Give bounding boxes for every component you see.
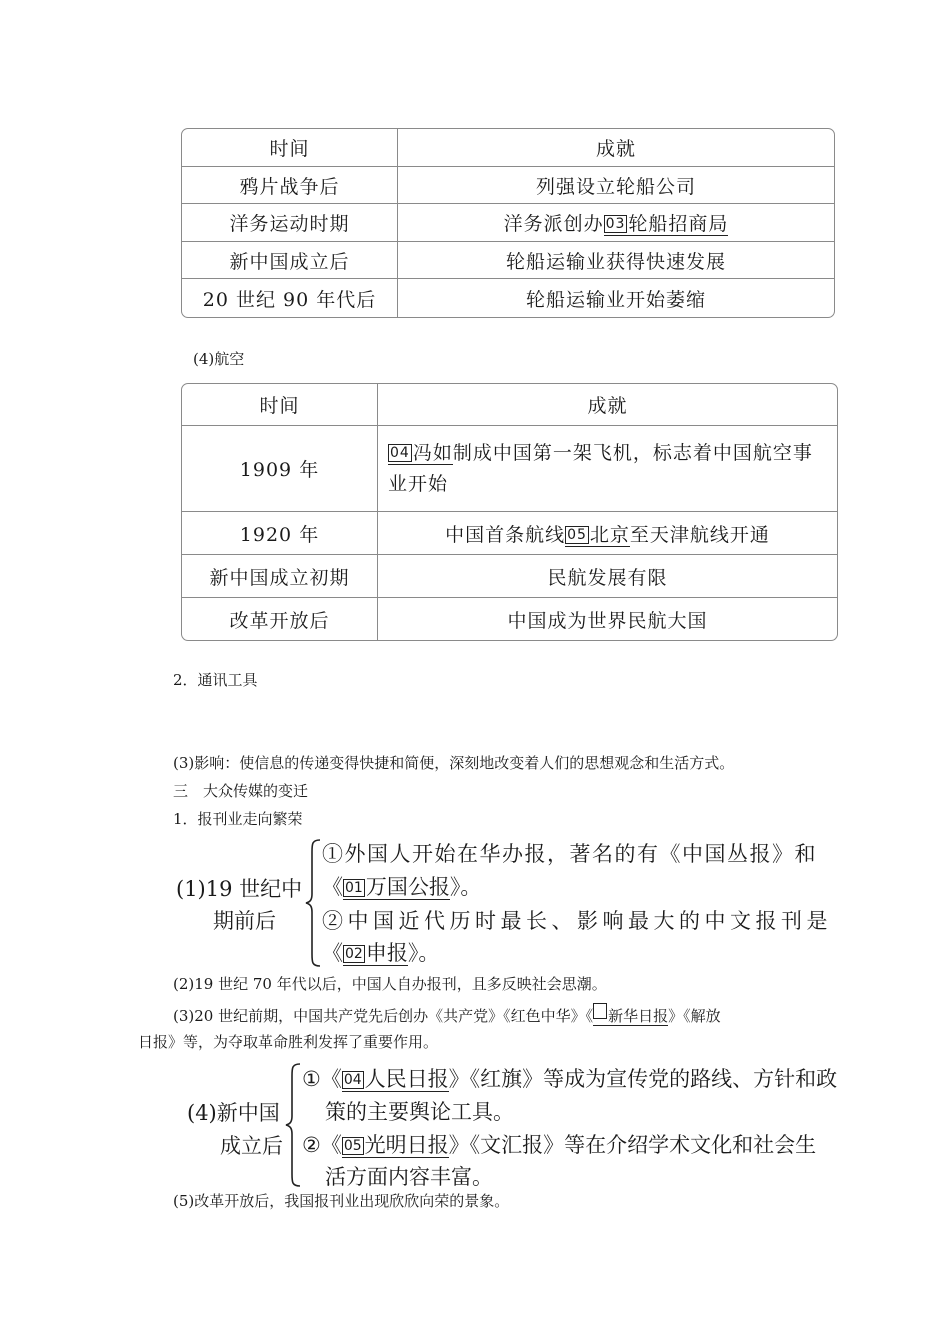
influence-paragraph: (3)影响：使信息的传递变得快捷和简便，深刻地改变着人们的思想观念和生活方式。: [173, 754, 735, 772]
table-cell: 1909 年: [182, 426, 378, 512]
text: 》。: [449, 875, 482, 899]
blank-number: 02: [345, 946, 363, 962]
table-cell: 轮船运输业获得快速发展: [398, 242, 834, 279]
answer-underline: [343, 875, 450, 900]
paragraph-3-cont: 日报》等，为夺取革命胜利发挥了重要作用。: [138, 1033, 439, 1051]
cell-text: 制成中国第一架飞机，标志着中国航空事业开始: [388, 441, 813, 495]
text: (3)20 世纪前期，中国共产党先后创办《共产党》《红色中华》《: [173, 1007, 594, 1025]
cell-text: 洋务派创办: [503, 213, 604, 235]
cell-text: 中国首条航线: [445, 523, 566, 546]
table-header: 时间: [182, 384, 378, 426]
brace2-item1-cont: 策的主要舆论工具。: [325, 1100, 514, 1124]
answer-text: 人民日报: [364, 1067, 449, 1091]
text: ②《: [302, 1133, 342, 1157]
text: 》《解放: [668, 1007, 721, 1025]
answer-text: 申报: [365, 941, 408, 965]
paragraph-2: (2)19 世纪 70 年代以后，中国人自办报刊，且多反映社会思潮。: [173, 975, 607, 993]
blank-number: 04: [343, 1072, 362, 1088]
table-cell: 轮船运输业开始萎缩: [525, 288, 706, 311]
shipping-table: [181, 128, 835, 318]
text: 》。: [407, 941, 440, 965]
table-cell: 列强设立轮船公司: [398, 167, 834, 204]
answer-text: 新华日报: [608, 1007, 669, 1025]
brace1-item1: ①外国人开始在华办报，著名的有《中国丛报》和: [322, 842, 817, 866]
text: 《: [322, 875, 343, 899]
brace2-item1: [302, 1063, 837, 1093]
aviation-heading: (4)航空: [193, 350, 245, 368]
answer-text: 冯如: [412, 441, 453, 464]
table-cell: [378, 426, 837, 512]
table-cell: [378, 512, 837, 555]
brace1-label: 期前后: [213, 909, 276, 933]
answer-text: 北京: [589, 523, 630, 546]
brace1-item2: ②中国近代历时最长、影响最大的中文报刊是: [322, 909, 832, 933]
brace2-label: (4)新中国: [187, 1101, 280, 1125]
blank-number: 05: [567, 526, 587, 543]
answer-underline: [593, 1007, 668, 1026]
answer-underline: [342, 1133, 449, 1158]
answer-text: 光明日报: [364, 1133, 449, 1157]
answer-text: 轮船招商局: [628, 213, 729, 235]
blank-number: 01: [345, 880, 363, 896]
answer-underline: [342, 1067, 449, 1092]
brace2-item2: [302, 1129, 816, 1159]
table-cell: 改革开放后: [182, 598, 378, 640]
table-header: 成就: [398, 129, 834, 167]
table-cell: 民航发展有限: [378, 555, 837, 598]
table-cell: 鸦片战争后: [182, 167, 398, 204]
table-cell: 新中国成立后: [182, 242, 398, 279]
text: 》《红旗》等成为宣传党的路线、方针和政: [448, 1067, 838, 1091]
blank-number: 04: [390, 444, 410, 461]
section2-heading: 2．通讯工具: [173, 671, 258, 689]
table-cell: 20 世纪 90 年代后: [182, 279, 398, 317]
answer-text: 万国公报: [365, 875, 450, 899]
answer-underline: [565, 524, 630, 547]
brace2-item2-cont: 活方面内容丰富。: [325, 1165, 493, 1189]
text: 》《文汇报》等在介绍学术文化和社会生: [448, 1133, 817, 1157]
table-cell: 新中国成立初期: [182, 555, 378, 598]
blank-number: 05: [343, 1138, 362, 1154]
answer-underline: [604, 213, 729, 236]
blank-number: 03: [605, 216, 626, 232]
brace-icon: [304, 838, 324, 968]
brace1-item2-cont: [322, 937, 439, 967]
table-cell: 1920 年: [182, 512, 378, 555]
table-cell: [398, 204, 834, 242]
table-header: 时间: [182, 129, 398, 167]
brace1-label: (1)19 世纪中: [176, 877, 303, 901]
answer-underline: [388, 442, 453, 465]
brace1-item1-cont: [322, 871, 481, 901]
table-header: 成就: [378, 384, 837, 426]
text: ①《: [302, 1067, 342, 1091]
text: 《: [322, 941, 343, 965]
sub1-heading: 1．报刊业走向繁荣: [173, 810, 303, 828]
aviation-table: [181, 383, 838, 641]
section3-heading: 三 大众传媒的变迁: [173, 782, 309, 800]
paragraph-3: [173, 1003, 721, 1027]
answer-underline: [343, 941, 408, 966]
blank-number: [593, 1003, 607, 1019]
brace2-label: 成立后: [220, 1134, 283, 1158]
paragraph-5: (5)改革开放后，我国报刊业出现欣欣向荣的景象。: [173, 1192, 510, 1210]
brace-icon: [284, 1062, 304, 1188]
table-cell: 中国成为世界民航大国: [507, 609, 708, 632]
cell-text: 至天津航线开通: [629, 523, 770, 546]
table-cell: 洋务运动时期: [182, 204, 398, 242]
